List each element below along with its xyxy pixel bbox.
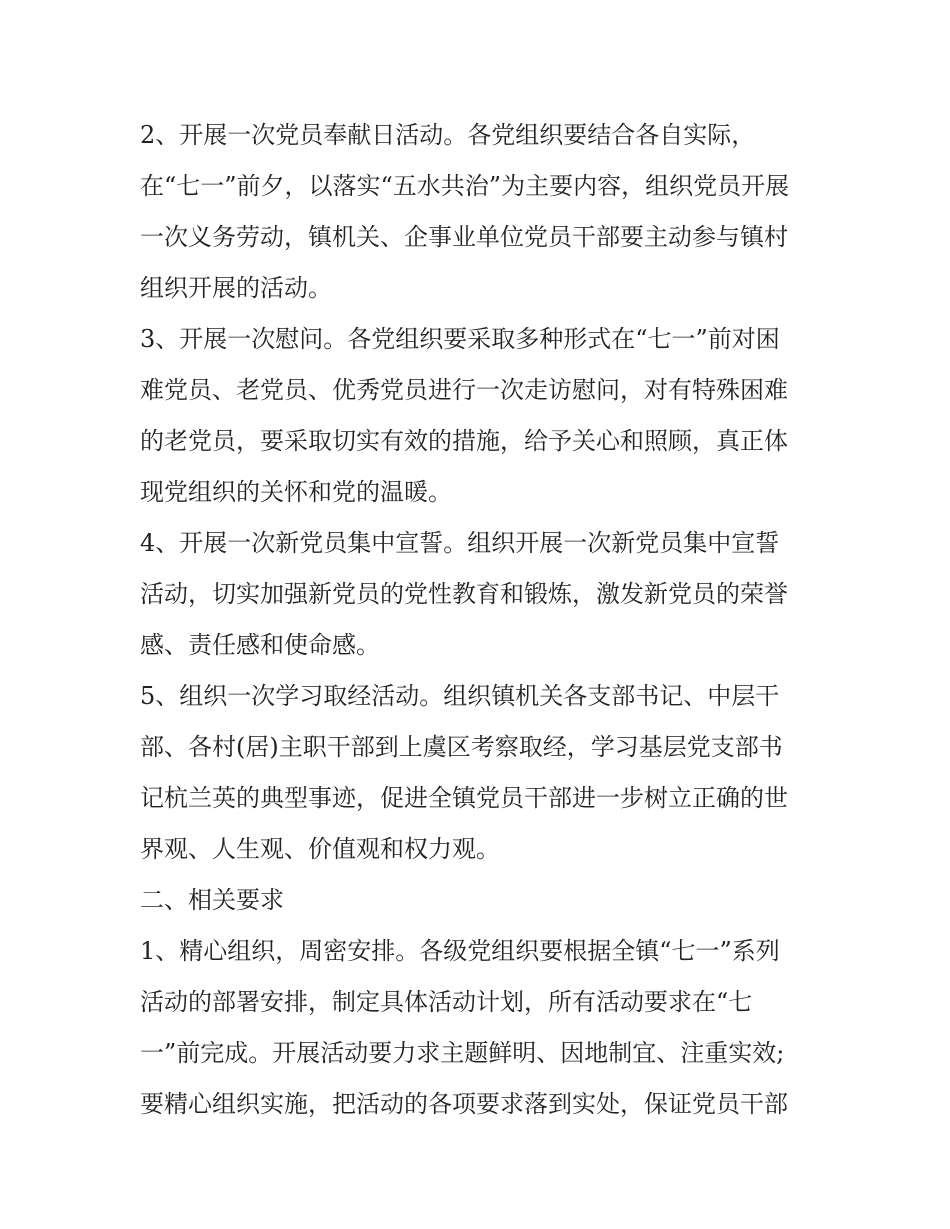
text-line: 活动的部署安排，制定具体活动计划，所有活动要求在“七 <box>140 988 753 1016</box>
text-line: 现党组织的关怀和党的温暖。 <box>140 478 452 506</box>
text-line: 一”前完成。开展活动要力求主题鲜明、因地制宜、注重实效; <box>140 1039 785 1067</box>
text-line: 在“七一”前夕，以落实“五水共治”为主要内容，组织党员开展 <box>140 172 790 200</box>
document-body <box>140 110 830 1130</box>
text-line: 2、开展一次党员奉献日活动。各党组织要结合各自实际， <box>140 121 756 149</box>
text-line: 感、责任感和使命感。 <box>140 631 380 659</box>
text-line: 组织开展的活动。 <box>140 274 332 302</box>
text-line: 3、开展一次慰问。各党组织要采取多种形式在“七一”前对困 <box>140 325 780 353</box>
text-line: 5、组织一次学习取经活动。组织镇机关各支部书记、中层干 <box>140 682 780 710</box>
text-line: 4、开展一次新党员集中宣誓。组织开展一次新党员集中宣誓 <box>140 529 780 557</box>
text-line: 界观、人生观、价值观和权力观。 <box>140 835 500 863</box>
text-line: 部、各村(居)主职干部到上虞区考察取经，学习基层党支部书 <box>140 733 783 761</box>
text-line: 的老党员，要采取切实有效的措施，给予关心和照顾，真正体 <box>140 427 788 455</box>
text-line: 活动，切实加强新党员的党性教育和锻炼，激发新党员的荣誉 <box>140 580 788 608</box>
text-line: 一次义务劳动，镇机关、企事业单位党员干部要主动参与镇村 <box>140 223 788 251</box>
text-line: 记杭兰英的典型事迹，促进全镇党员干部进一步树立正确的世 <box>140 784 788 812</box>
text-line: 要精心组织实施，把活动的各项要求落到实处，保证党员干部 <box>140 1090 788 1118</box>
section-heading: 二、相关要求 <box>140 886 284 914</box>
text-line: 难党员、老党员、优秀党员进行一次走访慰问，对有特殊困难 <box>140 376 788 404</box>
text-line: 1、精心组织，周密安排。各级党组织要根据全镇“七一”系列 <box>140 937 780 965</box>
